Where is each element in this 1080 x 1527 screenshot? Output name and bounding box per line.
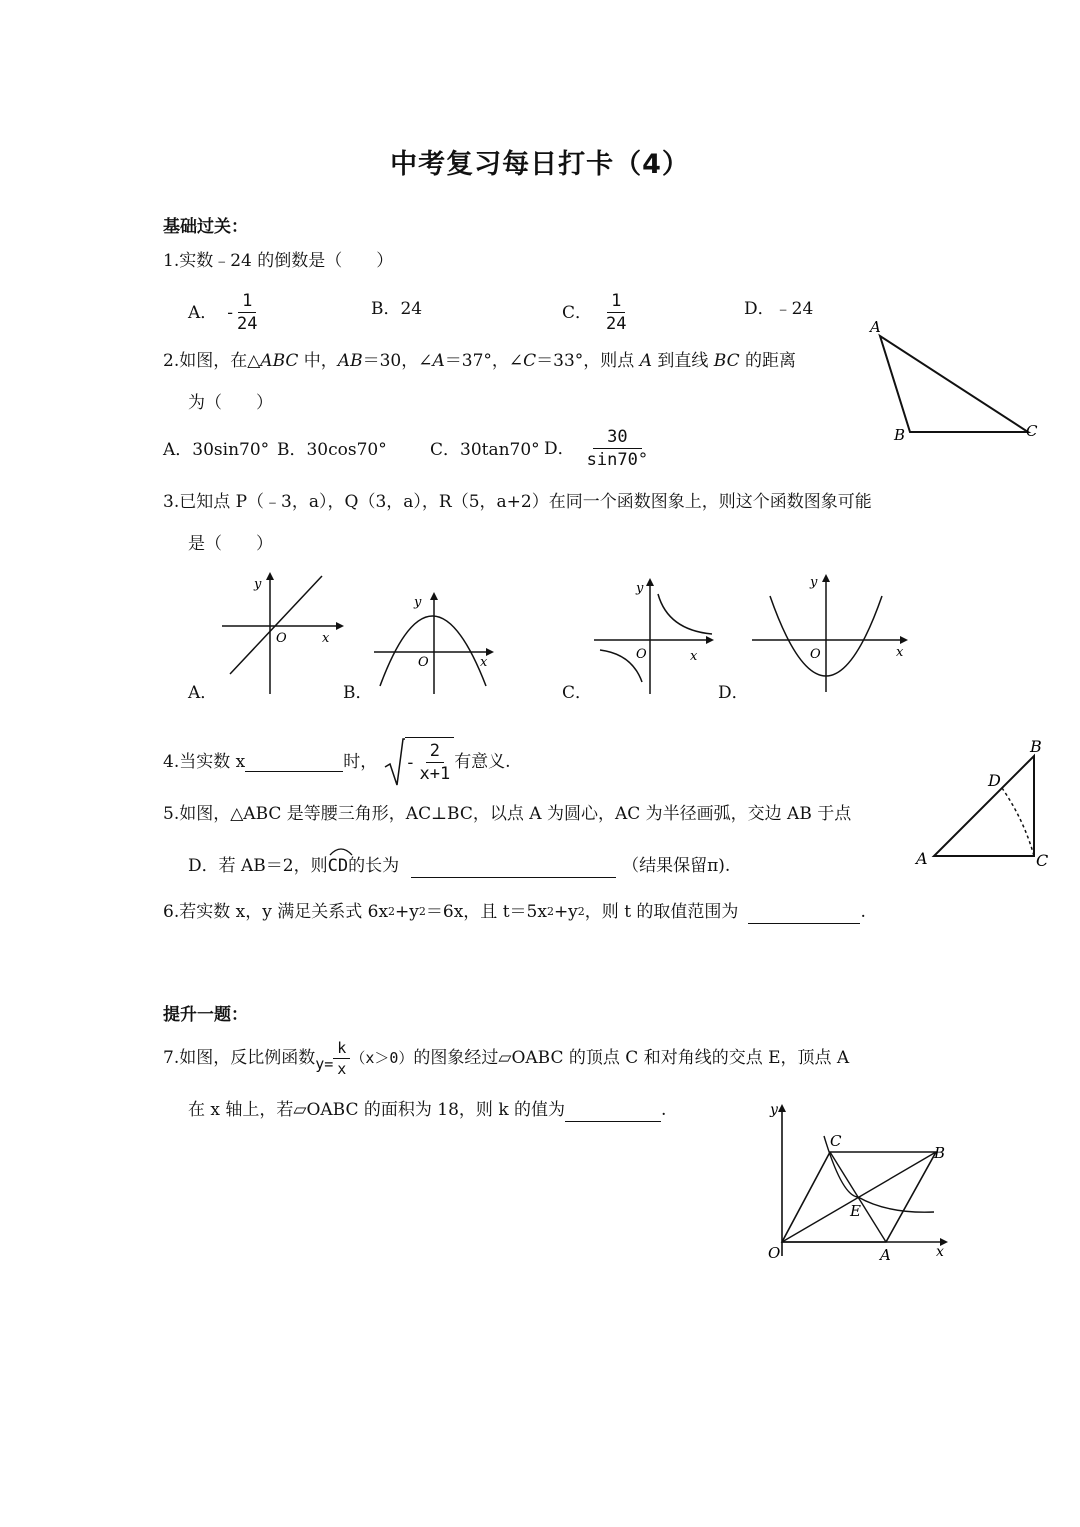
fraction-numerator: k <box>333 1038 350 1059</box>
q2-triangle-figure <box>862 312 1050 446</box>
hyperbola-branch-right <box>658 594 712 634</box>
axis-label-x: x <box>480 655 488 670</box>
y-axis-arrow-icon <box>266 572 274 580</box>
q5-text-post: （结果保留π). <box>622 856 731 876</box>
fraction-numerator: 30 <box>593 426 641 449</box>
arc-cd <box>1002 788 1034 856</box>
q5-text-pre: D．若 AB＝2，则 <box>188 856 328 876</box>
q4-text-mid: 时， <box>343 752 378 772</box>
vertex-label-b: B <box>894 426 906 444</box>
q6-text: +y <box>553 902 578 922</box>
axis-label-x: x <box>322 631 330 646</box>
y-axis-arrow-icon <box>646 578 654 586</box>
q7-parallelogram-figure <box>758 1096 954 1266</box>
q3-graph-b-parabola-down <box>374 590 498 696</box>
q6-answer-blank <box>748 905 860 924</box>
axis-label-y: y <box>414 595 422 610</box>
q7-text-end: . <box>661 1100 667 1120</box>
axis-label-x: x <box>936 1244 944 1260</box>
q5-answer-blank <box>411 859 616 878</box>
page-title: 中考复习每日打卡（4） <box>390 149 690 180</box>
q6-superscript: 2 <box>546 905 554 918</box>
q2-var: A <box>639 351 652 371</box>
label-a: A <box>880 1246 891 1264</box>
origin-label: O <box>276 631 287 646</box>
q6-text: +y <box>395 902 419 922</box>
fraction-denominator: 24 <box>606 314 627 334</box>
q2-text: ＝30，∠ <box>362 351 433 371</box>
q2-text: 到直线 <box>651 351 714 371</box>
vertex-label-d: D <box>988 771 1001 790</box>
arc-symbol-icon <box>328 846 354 856</box>
q2-text: 2.如图，在△ <box>163 351 261 371</box>
vertex-label-b: B <box>1030 737 1042 756</box>
q6-text: 6.若实数 x，y 满足关系式 6x <box>163 902 389 922</box>
x-axis-arrow-icon <box>706 636 714 644</box>
q5-triangle-figure <box>912 734 1060 872</box>
q6-text: ，则 t 的取值范围为 <box>584 902 739 922</box>
question-3-stem: 3.已知点 P（﹣3，a），Q（3，a），R（5，a+2）在同一个函数图象上，则这个函数图象可能 <box>163 492 872 512</box>
axis-label-x: x <box>690 649 698 664</box>
vertex-label-a: A <box>916 849 928 868</box>
parabola-curve <box>380 616 486 686</box>
question-7-stem <box>163 1034 849 1082</box>
origin-label: O <box>810 647 821 662</box>
q2-text: 中， <box>298 351 338 371</box>
q5-text-mid: 的长为 <box>348 856 400 876</box>
q2-var: AB <box>337 351 363 371</box>
section-heading-basic: 基础过关： <box>163 217 248 237</box>
q3-option-a-label: A． <box>188 683 218 703</box>
q4-fraction <box>415 740 454 785</box>
fraction-numerator: 1 <box>607 290 625 313</box>
origin-label: O <box>418 655 429 670</box>
triangle-abc <box>880 336 1028 432</box>
q7-text-line2: 在 x 轴上，若▱OABC 的面积为 18，则 k 的值为 <box>188 1100 566 1120</box>
q2-var: A <box>432 351 445 371</box>
q3-option-c-label: C． <box>562 683 593 703</box>
q7-condition: （x＞0） <box>350 1049 414 1067</box>
triangle-abc <box>934 756 1034 856</box>
q4-text-post: 有意义. <box>454 752 511 772</box>
q2-text: 的距离 <box>739 351 797 371</box>
q3-option-b-label: B． <box>343 683 373 703</box>
q6-text-end: . <box>860 902 866 922</box>
q2-option-a: A．30sin70° <box>163 440 270 460</box>
line-curve <box>230 576 322 674</box>
q2-option-c: C．30tan70° <box>430 440 540 460</box>
y-axis-arrow-icon <box>822 574 830 582</box>
q6-superscript: 2 <box>388 905 396 918</box>
question-2-stem <box>163 349 796 373</box>
square-root-icon <box>383 737 405 787</box>
question-1-stem: 1.实数﹣24 的倒数是（ ） <box>163 251 394 271</box>
q5-arc-cd <box>328 854 348 878</box>
question-3-stem-line2: 是（ ） <box>188 534 273 554</box>
question-6 <box>163 900 866 924</box>
question-4 <box>163 736 511 788</box>
fraction-denominator: sin70° <box>586 450 649 470</box>
q2-text: ＝37°，∠ <box>444 351 524 371</box>
q7-text-post: 的图象经过▱OABC 的顶点 C 和对角线的交点 E，顶点 A <box>413 1048 850 1068</box>
vertex-label-c: C <box>1036 851 1049 870</box>
q1-option-a-sign: - <box>227 302 234 323</box>
origin-label: O <box>636 647 647 662</box>
axis-label-y: y <box>254 577 262 592</box>
label-c: C <box>830 1132 842 1150</box>
q6-superscript: 2 <box>577 905 585 918</box>
q3-graph-d-parabola-up <box>752 572 912 694</box>
q3-graph-c-hyperbola <box>594 576 718 696</box>
label-origin: O <box>768 1244 781 1262</box>
question-7-stem-line2 <box>188 1098 666 1122</box>
q2-var: C <box>523 351 537 371</box>
axis-label-y: y <box>770 1102 778 1118</box>
q2-option-d-label: D． <box>544 438 575 459</box>
q1-option-a <box>188 290 262 335</box>
x-axis-arrow-icon <box>336 622 344 630</box>
fraction-denominator: x+1 <box>419 764 451 784</box>
q1-option-a-label: A． <box>188 302 218 323</box>
q4-text-pre: 4.当实数 x <box>163 752 246 772</box>
q6-superscript: 2 <box>418 905 426 918</box>
section-heading-advanced: 提升一题： <box>163 1005 248 1025</box>
q1-option-a-fraction <box>233 290 261 335</box>
x-axis-arrow-icon <box>900 636 908 644</box>
y-axis-arrow-icon <box>778 1104 786 1112</box>
q2-option-d-fraction <box>583 426 652 471</box>
q1-option-c-label: C． <box>562 302 593 323</box>
q2-text: ＝33°，则点 <box>536 351 640 371</box>
q4-answer-blank <box>245 753 343 772</box>
q7-y-eq: y= <box>315 1055 334 1073</box>
question-2-stem-line2: 为（ ） <box>188 393 273 413</box>
q2-option-b: B．30cos70° <box>277 440 387 460</box>
question-5-stem-line2 <box>188 854 730 878</box>
q7-text-pre: 7.如图，反比例函数 <box>163 1048 316 1068</box>
q1-option-c <box>562 290 631 335</box>
q4-sign: - <box>405 752 416 773</box>
q2-option-d <box>544 426 652 471</box>
question-5-stem: 5.如图，△ABC 是等腰三角形，AC⊥BC，以点 A 为圆心，AC 为半径画弧，交边 AB 于点 <box>163 804 852 824</box>
q2-var: BC <box>713 351 740 371</box>
vertex-label-c: C <box>1026 422 1038 440</box>
q5-arc-label: CD <box>327 856 349 876</box>
q2-var: ABC <box>260 351 299 371</box>
q3-option-d-label: D． <box>718 683 749 703</box>
axis-label-y: y <box>810 575 818 590</box>
label-e: E <box>850 1202 861 1220</box>
q3-graph-a-linear <box>222 570 346 696</box>
fraction-denominator: 24 <box>237 314 258 334</box>
q1-option-d: D．﹣24 <box>744 299 814 319</box>
q6-text: ＝6x，且 t＝5x <box>425 902 547 922</box>
axis-label-x: x <box>896 645 904 660</box>
q4-radicand <box>405 737 454 785</box>
q1-option-c-fraction <box>602 290 630 335</box>
y-axis-arrow-icon <box>430 592 438 600</box>
label-b: B <box>934 1144 946 1162</box>
fraction-denominator: x <box>337 1059 347 1078</box>
fraction-numerator: 2 <box>426 740 444 763</box>
q7-answer-blank <box>565 1103 661 1122</box>
vertex-label-a: A <box>870 318 881 336</box>
q7-fraction <box>333 1038 350 1079</box>
axis-label-y: y <box>636 581 644 596</box>
fraction-numerator: 1 <box>238 290 256 313</box>
q1-option-b: B．24 <box>371 299 423 319</box>
